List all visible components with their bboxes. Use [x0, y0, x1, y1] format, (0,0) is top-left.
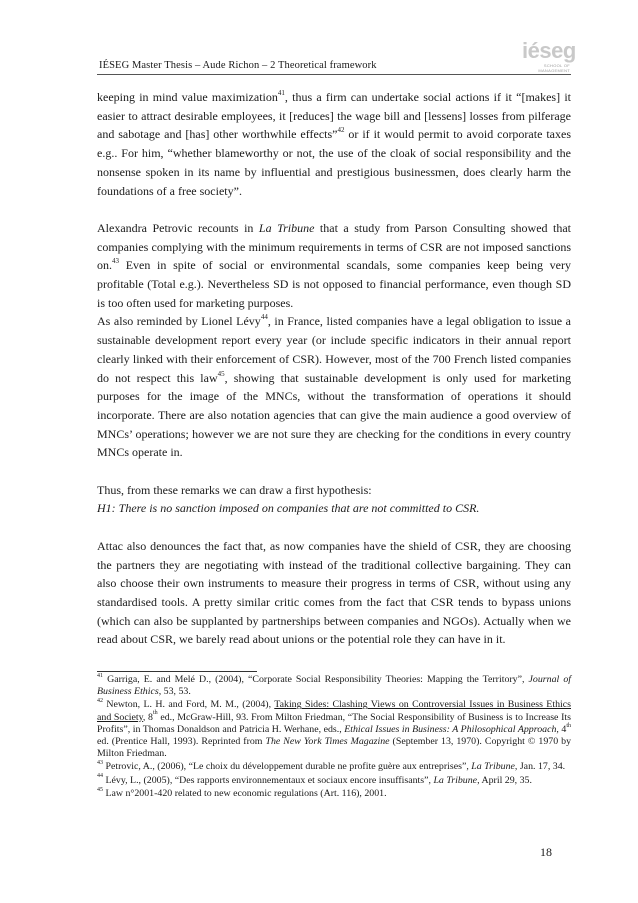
text-run: Even in spite of social or environmental scandals, some companies keep being very profitable (Total e.g.). Nevertheless SD is not opposed to financial performance, even though SD is too often used for marketing purposes.: [97, 258, 571, 310]
text-run: keeping in mind value maximization: [97, 90, 278, 104]
text-run: , showing that sustainable development is only used for marketing purposes for the image of the MNCs, without the transformation of operations it should incorporate. There are also notation agencies that can give the main audience a good overview of MNCs’ operations; however we are not sure they are checking for the conditions in every country MNCs operate in.: [97, 370, 571, 460]
footnote-42: [97, 699, 571, 760]
footnote-ref-43[interactable]: 43: [112, 257, 119, 266]
source-title: La Tribune: [258, 220, 315, 235]
page-number: 18: [540, 845, 552, 859]
footnote-number: 43: [97, 760, 103, 767]
text-run: , 4: [556, 723, 567, 735]
footnote-number: 42: [97, 698, 103, 705]
text-run: that a study from Parson Consulting showed that companies complying with the minimum requirements in terms of CSR are not imposed sanctions on.: [97, 220, 572, 273]
book-title: Taking Sides: Clashing Views on Controversial Issues in Business Ethics and Society: [97, 699, 571, 723]
footnote-ref-45[interactable]: 45: [217, 369, 225, 378]
text-run: , 8: [142, 711, 153, 723]
footnote-number: 45: [97, 786, 103, 793]
text-run: , Jan. 17, 34.: [514, 761, 566, 773]
ordinal-suffix: th: [152, 710, 158, 717]
footnotes: [97, 674, 571, 801]
paragraph-2: [97, 219, 571, 313]
footnote-45: [97, 788, 571, 800]
footnote-ref-44[interactable]: 44: [260, 313, 268, 322]
header-rule: [97, 74, 571, 75]
text-run: Newton, L. H. and Ford, M. M., (2004),: [103, 699, 275, 711]
source-title: La Tribune: [433, 774, 478, 786]
hypothesis-h1: [97, 499, 571, 518]
paragraph-4: Thus, from these remarks we can draw a first hypothesis:: [97, 482, 372, 497]
text-run: Garriga, E. and Melé D., (2004), “Corporate Social Responsibility Theories: Mapping the Territory”,: [103, 674, 529, 685]
text-run: Lévy, L., (2005), “Des rapports environnementaux et sociaux encore insuffisants”,: [103, 774, 434, 786]
footnote-43: [97, 761, 571, 773]
footnote-ref-41[interactable]: 41: [277, 89, 285, 97]
body-text: [97, 88, 571, 649]
magazine-title: The New York Times Magazine: [265, 736, 390, 748]
text-run: Petrovic, A., (2006), “Le choix du développement durable ne profite guère aux entreprises”,: [103, 761, 472, 773]
text-run: ed., McGraw-Hill, 93. From Milton Friedman, “The Social Responsibility of Business is to Increase Its Profits”, in Thomas Donaldson and Patricia H. Werhane, eds.,: [97, 711, 571, 735]
text-run: , April 29, 35.: [477, 774, 532, 786]
footnote-41: [97, 674, 571, 698]
text-run: As also reminded by Lionel Lévy: [97, 314, 261, 329]
text-run: (September 13, 1970). Copyright © 1970 by Milton Friedman.: [97, 736, 572, 760]
text-run: , in France, listed companies have a legal obligation to issue a sustainable development report every year (or include specific indicators in their annual report clearly linked with their enforcement of CSR). However, most of the 700 French listed companies do not respect this law: [97, 314, 571, 385]
paragraph-3: [97, 312, 571, 462]
paragraph-1: [97, 88, 571, 200]
ieseg-logo: [522, 38, 576, 73]
hypothesis-text: H1: There is no sanction imposed on companies that are not committed to CSR.: [97, 501, 480, 516]
footnote-number: 44: [97, 773, 103, 780]
source-title: La Tribune: [471, 761, 515, 773]
text-run: or if it would permit to avoid corporate taxes e.g.. For him, “whether blameworthy or not, the use of the cloak of social responsibility and the nonsense spoken in its name by influential and prestigious businessmen, does clearly harm the foundations of a free society”.: [97, 127, 571, 198]
logo-word: iéseg: [522, 38, 576, 63]
text-run: Alexandra Petrovic recounts in: [97, 220, 259, 235]
footnote-rule: [97, 671, 257, 672]
text-run: , thus a firm can undertake social actions if it “[makes] it easier to attract desirable employees, it [reduces] the wage bill and [lessens] losses from pilferage and sabotage and [has] other worthwhile effects”: [97, 90, 571, 142]
text-run: , 53, 53.: [158, 686, 191, 698]
journal-title: Journal of Business Ethics: [97, 674, 571, 698]
logo-tagline: SCHOOL OF MANAGEMENT: [538, 63, 570, 73]
text-run: Law n°2001-420 related to new economic regulations (Art. 116), 2001.: [103, 787, 387, 799]
paragraph-5: Attac also denounces the fact that, as now companies have the shield of CSR, they are choosing the partners they are negotiating with instead of the traditional collective bargaining. They can also choose their own instruments to measure their progress in terms of CSR, without using any standardised tools. A pretty similar critic comes from the fact that CSR tends to bypass unions (which can also be supplanted by partnerships between companies and NGOs). Actually when we read about CSR, we barely read about unions or the potential role they can have in it.: [97, 538, 571, 647]
ordinal-suffix: th: [566, 722, 571, 729]
book-title: Ethical Issues in Business: A Philosophical Approach: [344, 723, 557, 735]
footnote-ref-42[interactable]: 42: [337, 126, 345, 135]
running-header: IÉSEG Master Thesis – Aude Richon – 2 Theoretical framework: [99, 60, 377, 71]
footnote-44: [97, 775, 571, 787]
footnote-number: 41: [97, 672, 103, 679]
text-run: ed. (Prentice Hall, 1993). Reprinted from: [97, 736, 266, 748]
